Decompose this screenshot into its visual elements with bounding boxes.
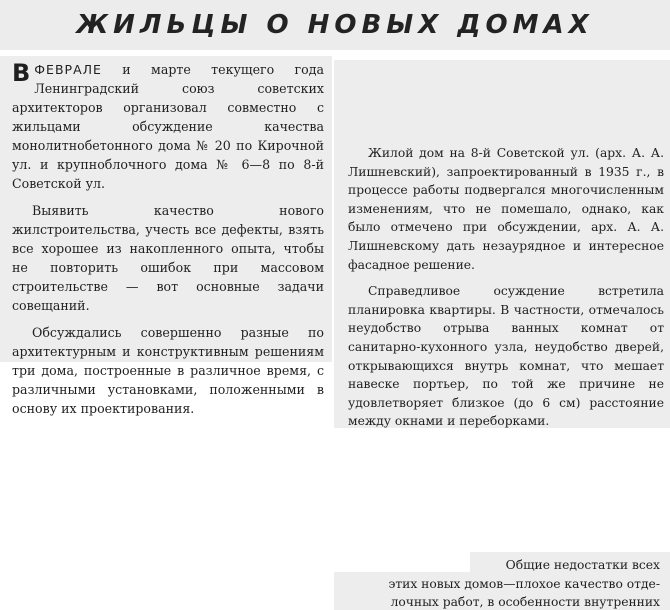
bottom-line-3: лочных работ, в особенности внутренних: [390, 595, 660, 610]
drop-cap: В: [12, 59, 31, 87]
left-column: [0, 56, 332, 416]
bottom-line-1: Общие недостатки всех: [505, 558, 660, 572]
paragraph-1-text: и марте текущего года Ленинградский союз советских архитекторов организовал совместно с жильцами обсуждение качества монолитнобетонного дома № 20 по Кирочной ул. и крупноблочного дома № 6—8 по 8-й Советской ул.: [12, 62, 324, 191]
paragraph-5: Справедливое осуждение встретила планировка квартиры. В частности, отмечалось неудобство отрыва ванных комнат от санитарно-кухонного узла, неудобство дверей, открывающихся внутрь комнат, что мешает навеске портьер, по той же причине не удовлетворяет близкое (до 6 см) расстояние между окнами и переборками.: [348, 284, 664, 429]
paragraph-4: Жилой дом на 8-й Советской ул. (арх. А. А. Лишневский), запроектированный в 1935 г., в процессе работы подвергался многочисленным изменениям, что не помешало, однако, как было отмечено при обсуждении, арх. А. А. Лишневскому дать незаурядное и интересное фасадное решение.: [348, 146, 664, 272]
lead-word: ФЕВРАЛЕ: [34, 62, 102, 77]
bottom-text: [346, 556, 660, 610]
paragraph-3: Обсуждались совершенно разные по архитектурным и конструктивным решениям три дома, построенные в различное время, с различными установками, положенными в основу их проектирования.: [12, 325, 324, 416]
paragraph-2: Выявить качество нового жилстроительства, учесть все дефекты, взять все хорошее из накопленного опыта, чтобы не повторить ошибок при массовом строительстве — вот основные задачи совещаний.: [12, 203, 324, 313]
bottom-line-2: этих новых домов—плохое качество отде-: [388, 576, 660, 591]
paragraph-1: [12, 60, 324, 193]
right-column: [334, 60, 670, 428]
bottom-fragment: [334, 552, 670, 610]
article-title: ЖИЛЬЦЫ О НОВЫХ ДОМАХ: [0, 0, 670, 50]
